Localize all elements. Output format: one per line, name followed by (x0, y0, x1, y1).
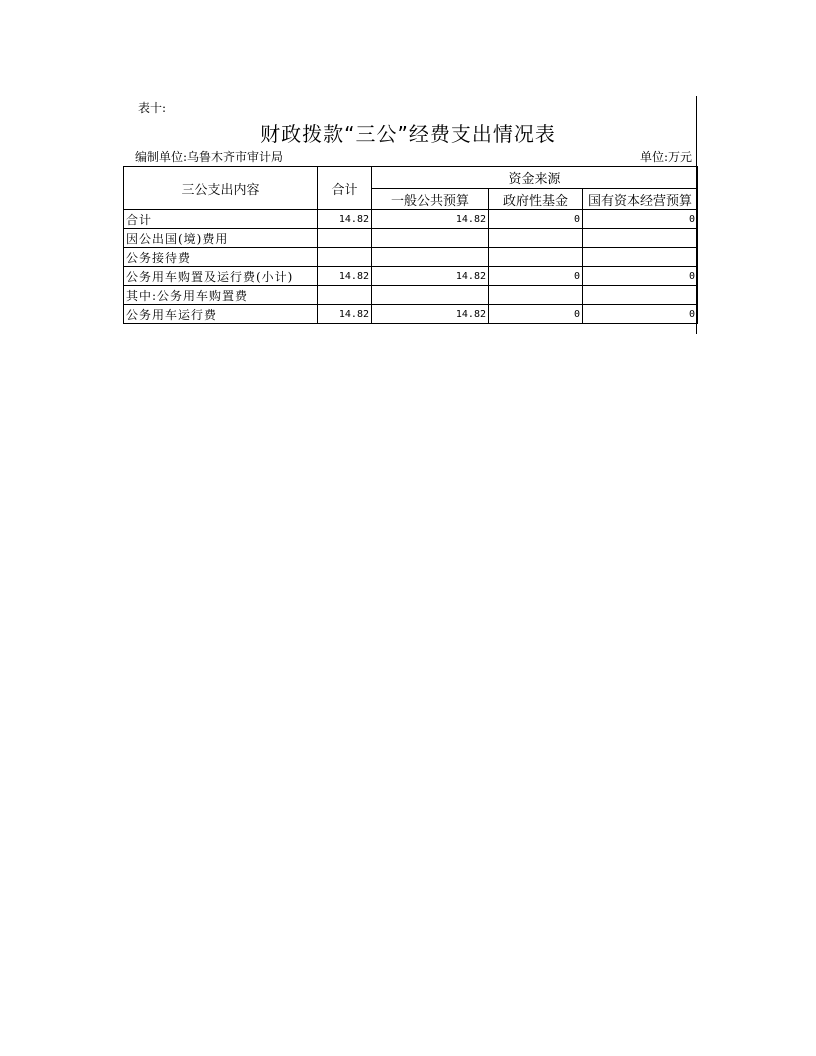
row-government-fund: 0 (489, 210, 583, 229)
row-state-capital (583, 248, 698, 267)
table-row (124, 248, 698, 267)
header-general-budget: 一般公共预算 (372, 189, 489, 210)
row-general-budget (372, 286, 489, 305)
row-item: 公务用车运行费 (124, 305, 318, 324)
row-total (318, 248, 372, 267)
three-public-expenses-table (123, 166, 698, 324)
header-funding-source: 资金来源 (372, 167, 698, 189)
row-general-budget: 14.82 (372, 267, 489, 286)
header-state-capital: 国有资本经营预算 (583, 189, 698, 210)
row-total: 14.82 (318, 267, 372, 286)
row-government-fund: 0 (489, 267, 583, 286)
row-general-budget (372, 248, 489, 267)
row-government-fund (489, 248, 583, 267)
row-state-capital: 0 (583, 210, 698, 229)
row-government-fund: 0 (489, 305, 583, 324)
row-general-budget: 14.82 (372, 305, 489, 324)
header-row-1 (124, 167, 698, 189)
table-label: 表十: (138, 101, 167, 115)
row-general-budget: 14.82 (372, 210, 489, 229)
table-row (124, 267, 698, 286)
row-item: 因公出国(境)费用 (124, 229, 318, 248)
row-general-budget (372, 229, 489, 248)
page-title: 财政拨款“三公”经费支出情况表 (260, 122, 556, 146)
row-state-capital: 0 (583, 305, 698, 324)
row-government-fund (489, 286, 583, 305)
header-item: 三公支出内容 (124, 167, 318, 210)
unit-label: 单位:万元 (639, 150, 692, 164)
header-total: 合计 (318, 167, 372, 210)
row-total: 14.82 (318, 210, 372, 229)
table-row (124, 305, 698, 324)
row-total: 14.82 (318, 305, 372, 324)
row-total (318, 229, 372, 248)
row-state-capital (583, 229, 698, 248)
row-item: 其中:公务用车购置费 (124, 286, 318, 305)
table-row (124, 286, 698, 305)
row-item: 合计 (124, 210, 318, 229)
table-row (124, 210, 698, 229)
row-government-fund (489, 229, 583, 248)
table-row (124, 229, 698, 248)
compiling-unit: 编制单位:乌鲁木齐市审计局 (135, 150, 284, 164)
row-state-capital (583, 286, 698, 305)
row-item: 公务接待费 (124, 248, 318, 267)
header-government-fund: 政府性基金 (489, 189, 583, 210)
table-body (124, 167, 698, 324)
row-item: 公务用车购置及运行费(小计) (124, 267, 318, 286)
row-total (318, 286, 372, 305)
row-state-capital: 0 (583, 267, 698, 286)
